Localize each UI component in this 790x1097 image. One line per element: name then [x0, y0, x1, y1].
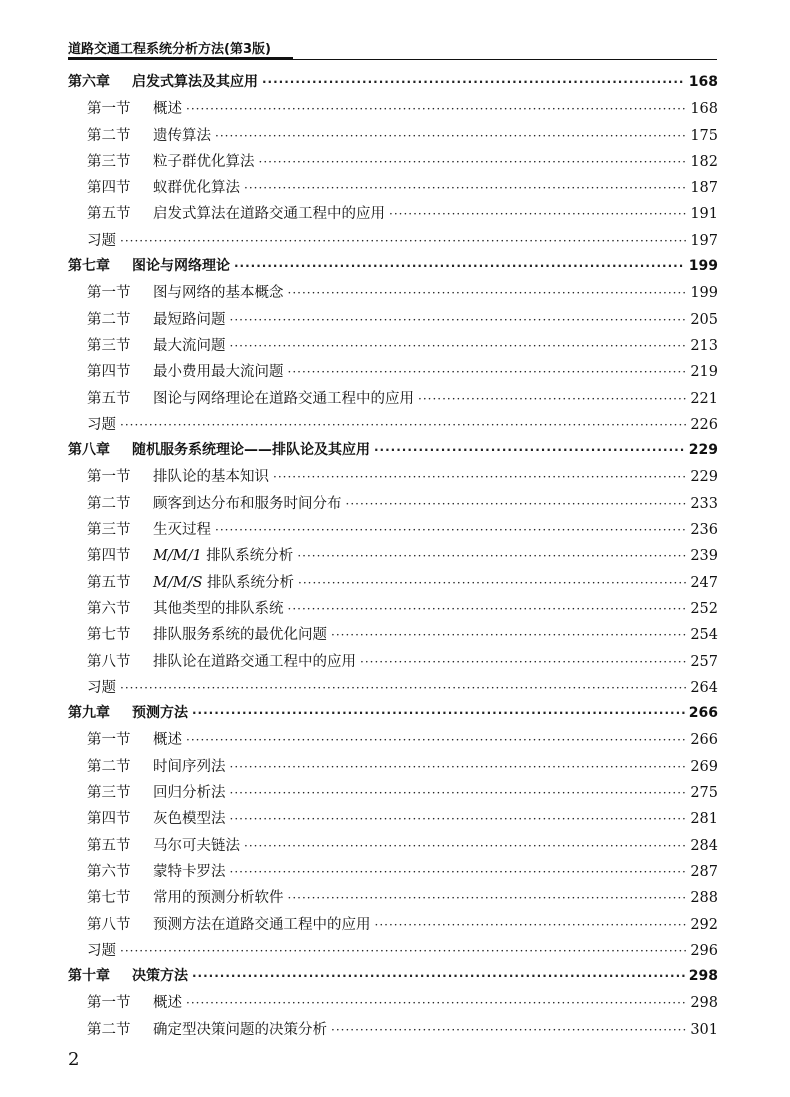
- toc-entry-number: 第九章: [68, 705, 110, 722]
- toc-section-row[interactable]: [68, 281, 718, 307]
- dot-leader: [230, 786, 687, 800]
- toc-section-row[interactable]: [68, 807, 718, 833]
- dot-leader: [192, 969, 685, 983]
- toc-chapter-row[interactable]: [68, 702, 718, 728]
- toc-entry-title: 习题: [87, 416, 116, 433]
- toc-entry-page: 292: [690, 916, 718, 933]
- toc-section-row[interactable]: [68, 913, 718, 939]
- toc-section-row[interactable]: [68, 860, 718, 886]
- toc-entry-title: M/M/1 排队系统分析: [153, 548, 294, 565]
- toc-entry-title: 灰色模型法: [153, 811, 226, 828]
- toc-entry-title: 排队论的基本知识: [153, 469, 269, 486]
- toc-entry-number: 第五节: [87, 574, 131, 591]
- toc-section-row[interactable]: [68, 308, 718, 334]
- queue-model-notation: M/M/S: [153, 574, 203, 591]
- toc-entry-page: 254: [690, 627, 718, 644]
- toc-entry-title: 排队论在道路交通工程中的应用: [153, 653, 356, 670]
- toc-entry-title: 最大流问题: [153, 337, 226, 354]
- dot-leader: [331, 628, 686, 642]
- toc-section-row[interactable]: [68, 650, 718, 676]
- toc-entry-title: 常用的预测分析软件: [153, 890, 284, 907]
- toc-entry-title: 时间序列法: [153, 758, 226, 775]
- toc-entry-number: 第一节: [87, 101, 131, 118]
- dot-leader: [331, 1023, 686, 1037]
- header-rule-thin: [68, 59, 717, 60]
- toc-entry-page: 281: [690, 811, 718, 828]
- toc-section-row[interactable]: [68, 886, 718, 912]
- dot-leader: [297, 549, 686, 563]
- toc-entry-title: 概述: [153, 101, 182, 118]
- dot-leader: [230, 760, 687, 774]
- dot-leader: [234, 259, 685, 273]
- toc-entry-number: 第四节: [87, 548, 131, 565]
- toc-entry-page: 275: [690, 785, 718, 802]
- toc-section-row[interactable]: [68, 518, 718, 544]
- toc-entry-page: 239: [690, 548, 718, 565]
- dot-leader: [215, 129, 686, 143]
- toc-entry-number: 第三节: [87, 522, 131, 539]
- toc-entry-number: 第一节: [87, 732, 131, 749]
- toc-entry-number: 第二节: [87, 127, 131, 144]
- toc-entry-title: M/M/S 排队系统分析: [153, 574, 295, 591]
- toc-section-row[interactable]: [68, 544, 718, 570]
- queue-model-notation: M/M/1: [153, 548, 202, 565]
- toc-entry-page: 284: [690, 837, 718, 854]
- toc-entry-title: 图论与网络理论在道路交通工程中的应用: [153, 390, 414, 407]
- dot-leader: [389, 207, 686, 221]
- toc-entry-page: 287: [690, 863, 718, 880]
- toc-entry-title: 决策方法: [132, 968, 188, 985]
- toc-entry-page: 197: [690, 232, 718, 249]
- toc-entry-title: 确定型决策问题的决策分析: [153, 1021, 327, 1038]
- dot-leader: [120, 418, 686, 432]
- toc-entry-page: 301: [690, 1021, 718, 1038]
- toc-entry-page: 187: [690, 180, 718, 197]
- toc-entry-title: 其他类型的排队系统: [153, 600, 284, 617]
- toc-section-row[interactable]: [68, 202, 718, 228]
- toc-section-row[interactable]: [68, 124, 718, 150]
- toc-entry-page: 191: [690, 206, 718, 223]
- toc-section-row[interactable]: [68, 176, 718, 202]
- toc-entry-title: 图与网络的基本概念: [153, 285, 284, 302]
- dot-leader: [230, 865, 687, 879]
- toc-section-row[interactable]: [68, 623, 718, 649]
- toc-section-row[interactable]: [68, 360, 718, 386]
- toc-chapter-row[interactable]: [68, 439, 718, 465]
- toc-entry-number: 第六章: [68, 74, 110, 90]
- dot-leader: [298, 576, 686, 590]
- toc-entry-page: 257: [690, 653, 718, 670]
- toc-section-row[interactable]: [68, 728, 718, 754]
- toc-entry-page: 266: [690, 732, 718, 749]
- toc-entry-page: 296: [690, 942, 718, 959]
- dot-leader: [288, 891, 687, 905]
- toc-entry-number: 第八节: [87, 916, 131, 933]
- toc-entry-number: 第七节: [87, 627, 131, 644]
- toc-entry-number: 第六节: [87, 600, 131, 617]
- toc-section-row[interactable]: [68, 1018, 718, 1044]
- toc-entry-number: 第二节: [87, 311, 131, 328]
- toc-exercise-row[interactable]: [68, 676, 718, 702]
- toc-entry-page: 182: [690, 153, 718, 170]
- dot-leader: [120, 234, 686, 248]
- toc-entry-page: 226: [690, 416, 718, 433]
- dot-leader: [346, 497, 687, 511]
- toc-entry-number: 第一节: [87, 469, 131, 486]
- toc-entry-page: 269: [690, 758, 718, 775]
- toc-entry-number: 第四节: [87, 180, 131, 197]
- toc-exercise-row[interactable]: [68, 413, 718, 439]
- toc-entry-title: 最短路问题: [153, 311, 226, 328]
- dot-leader: [120, 944, 686, 958]
- toc-entry-title: 遗传算法: [153, 127, 211, 144]
- toc-entry-title: 最小费用最大流问题: [153, 364, 284, 381]
- toc-entry-number: 第五节: [87, 206, 131, 223]
- toc-section-row[interactable]: [68, 834, 718, 860]
- toc-entry-title: 粒子群优化算法: [153, 153, 255, 170]
- toc-entry-number: 第五节: [87, 390, 131, 407]
- toc-entry-number: 第三节: [87, 153, 131, 170]
- dot-leader: [186, 733, 686, 747]
- toc-entry-page: 219: [690, 364, 718, 381]
- toc-entry-page: 175: [690, 127, 718, 144]
- toc-entry-title: 习题: [87, 679, 116, 696]
- toc-chapter-row[interactable]: [68, 71, 718, 97]
- dot-leader: [244, 839, 686, 853]
- toc-entry-title: 习题: [87, 942, 116, 959]
- toc-entry-page: 252: [690, 600, 718, 617]
- toc-entry-title: 生灭过程: [153, 522, 211, 539]
- dot-leader: [288, 286, 687, 300]
- dot-leader: [244, 181, 686, 195]
- dot-leader: [360, 655, 686, 669]
- toc-entry-page: 266: [688, 705, 718, 722]
- toc-entry-number: 第一节: [87, 995, 131, 1012]
- toc-entry-number: 第八节: [87, 653, 131, 670]
- toc-entry-page: 298: [690, 995, 718, 1012]
- toc-section-row[interactable]: [68, 781, 718, 807]
- dot-leader: [230, 812, 687, 826]
- toc-section-row[interactable]: [68, 755, 718, 781]
- toc-exercise-row[interactable]: [68, 939, 718, 965]
- toc-section-row[interactable]: [68, 571, 718, 597]
- toc-entry-page: 199: [688, 258, 718, 275]
- toc-section-row[interactable]: [68, 991, 718, 1017]
- dot-leader: [374, 443, 685, 457]
- toc-chapter-row[interactable]: [68, 255, 718, 281]
- toc-entry-title: 习题: [87, 232, 116, 249]
- toc-section-row[interactable]: [68, 492, 718, 518]
- toc-entry-title: 回归分析法: [153, 785, 226, 802]
- dot-leader: [186, 102, 686, 116]
- toc-entry-page: 221: [690, 390, 718, 407]
- toc-entry-number: 第四节: [87, 811, 131, 828]
- toc-entry-number: 第七章: [68, 258, 110, 275]
- toc-entry-page: 298: [688, 968, 718, 985]
- toc-entry-number: 第二节: [87, 758, 131, 775]
- toc-entry-page: 213: [690, 337, 718, 354]
- dot-leader: [192, 706, 685, 720]
- dot-leader: [262, 75, 685, 89]
- dot-leader: [259, 155, 687, 169]
- dot-leader: [288, 602, 687, 616]
- toc-entry-page: 288: [690, 890, 718, 907]
- toc-entry-number: 第三节: [87, 785, 131, 802]
- dot-leader: [273, 470, 686, 484]
- toc-section-row[interactable]: [68, 597, 718, 623]
- toc-entry-number: 第七节: [87, 890, 131, 907]
- toc-section-row[interactable]: [68, 465, 718, 491]
- toc-entry-number: 第四节: [87, 364, 131, 381]
- toc-entry-title: 顾客到达分布和服务时间分布: [153, 495, 342, 512]
- toc-entry-title: 预测方法在道路交通工程中的应用: [153, 916, 371, 933]
- toc-entry-number: 第十章: [68, 968, 110, 985]
- toc-section-row[interactable]: [68, 387, 718, 413]
- dot-leader: [120, 681, 686, 695]
- toc-entry-title: 蚁群优化算法: [153, 180, 240, 197]
- toc-entry-page: 205: [690, 311, 718, 328]
- toc-section-row[interactable]: [68, 97, 718, 123]
- dot-leader: [288, 365, 687, 379]
- toc-entry-title: 随机服务系统理论——排队论及其应用: [132, 442, 370, 459]
- toc-entry-page: 229: [690, 469, 718, 486]
- toc-section-row[interactable]: [68, 150, 718, 176]
- dot-leader: [186, 996, 686, 1010]
- toc-entry-title: 概述: [153, 732, 182, 749]
- toc-entry-page: 247: [690, 574, 718, 591]
- dot-leader: [230, 313, 687, 327]
- toc-entry-title: 启发式算法及其应用: [132, 74, 258, 90]
- toc-entry-page: 236: [690, 522, 718, 539]
- toc-entry-number: 第三节: [87, 337, 131, 354]
- running-header: 道路交通工程系统分析方法(第3版): [68, 42, 271, 57]
- toc-entry-title: 图论与网络理论: [132, 258, 230, 275]
- toc-entry-title: 预测方法: [132, 705, 188, 722]
- dot-leader: [230, 339, 687, 353]
- toc-entry-number: 第一节: [87, 285, 131, 302]
- toc-entry-page: 229: [688, 442, 718, 459]
- table-of-contents: [68, 71, 718, 1044]
- toc-entry-page: 168: [690, 101, 718, 118]
- toc-entry-title: 排队服务系统的最优化问题: [153, 627, 327, 644]
- page-number: 2: [68, 1049, 80, 1070]
- toc-entry-number: 第八章: [68, 442, 110, 459]
- toc-exercise-row[interactable]: [68, 229, 718, 255]
- toc-entry-page: 264: [690, 679, 718, 696]
- toc-entry-number: 第六节: [87, 863, 131, 880]
- toc-entry-title: 概述: [153, 995, 182, 1012]
- toc-entry-title: 启发式算法在道路交通工程中的应用: [153, 206, 385, 223]
- toc-entry-number: 第二节: [87, 1021, 131, 1038]
- toc-entry-number: 第二节: [87, 495, 131, 512]
- toc-chapter-row[interactable]: [68, 965, 718, 991]
- toc-section-row[interactable]: [68, 334, 718, 360]
- toc-entry-page: 199: [690, 285, 718, 302]
- toc-entry-title: 马尔可夫链法: [153, 837, 240, 854]
- toc-entry-title: 蒙特卡罗法: [153, 863, 226, 880]
- dot-leader: [418, 392, 686, 406]
- toc-entry-page: 233: [690, 495, 718, 512]
- toc-entry-page: 168: [688, 74, 718, 90]
- dot-leader: [215, 523, 686, 537]
- dot-leader: [375, 918, 687, 932]
- toc-entry-number: 第五节: [87, 837, 131, 854]
